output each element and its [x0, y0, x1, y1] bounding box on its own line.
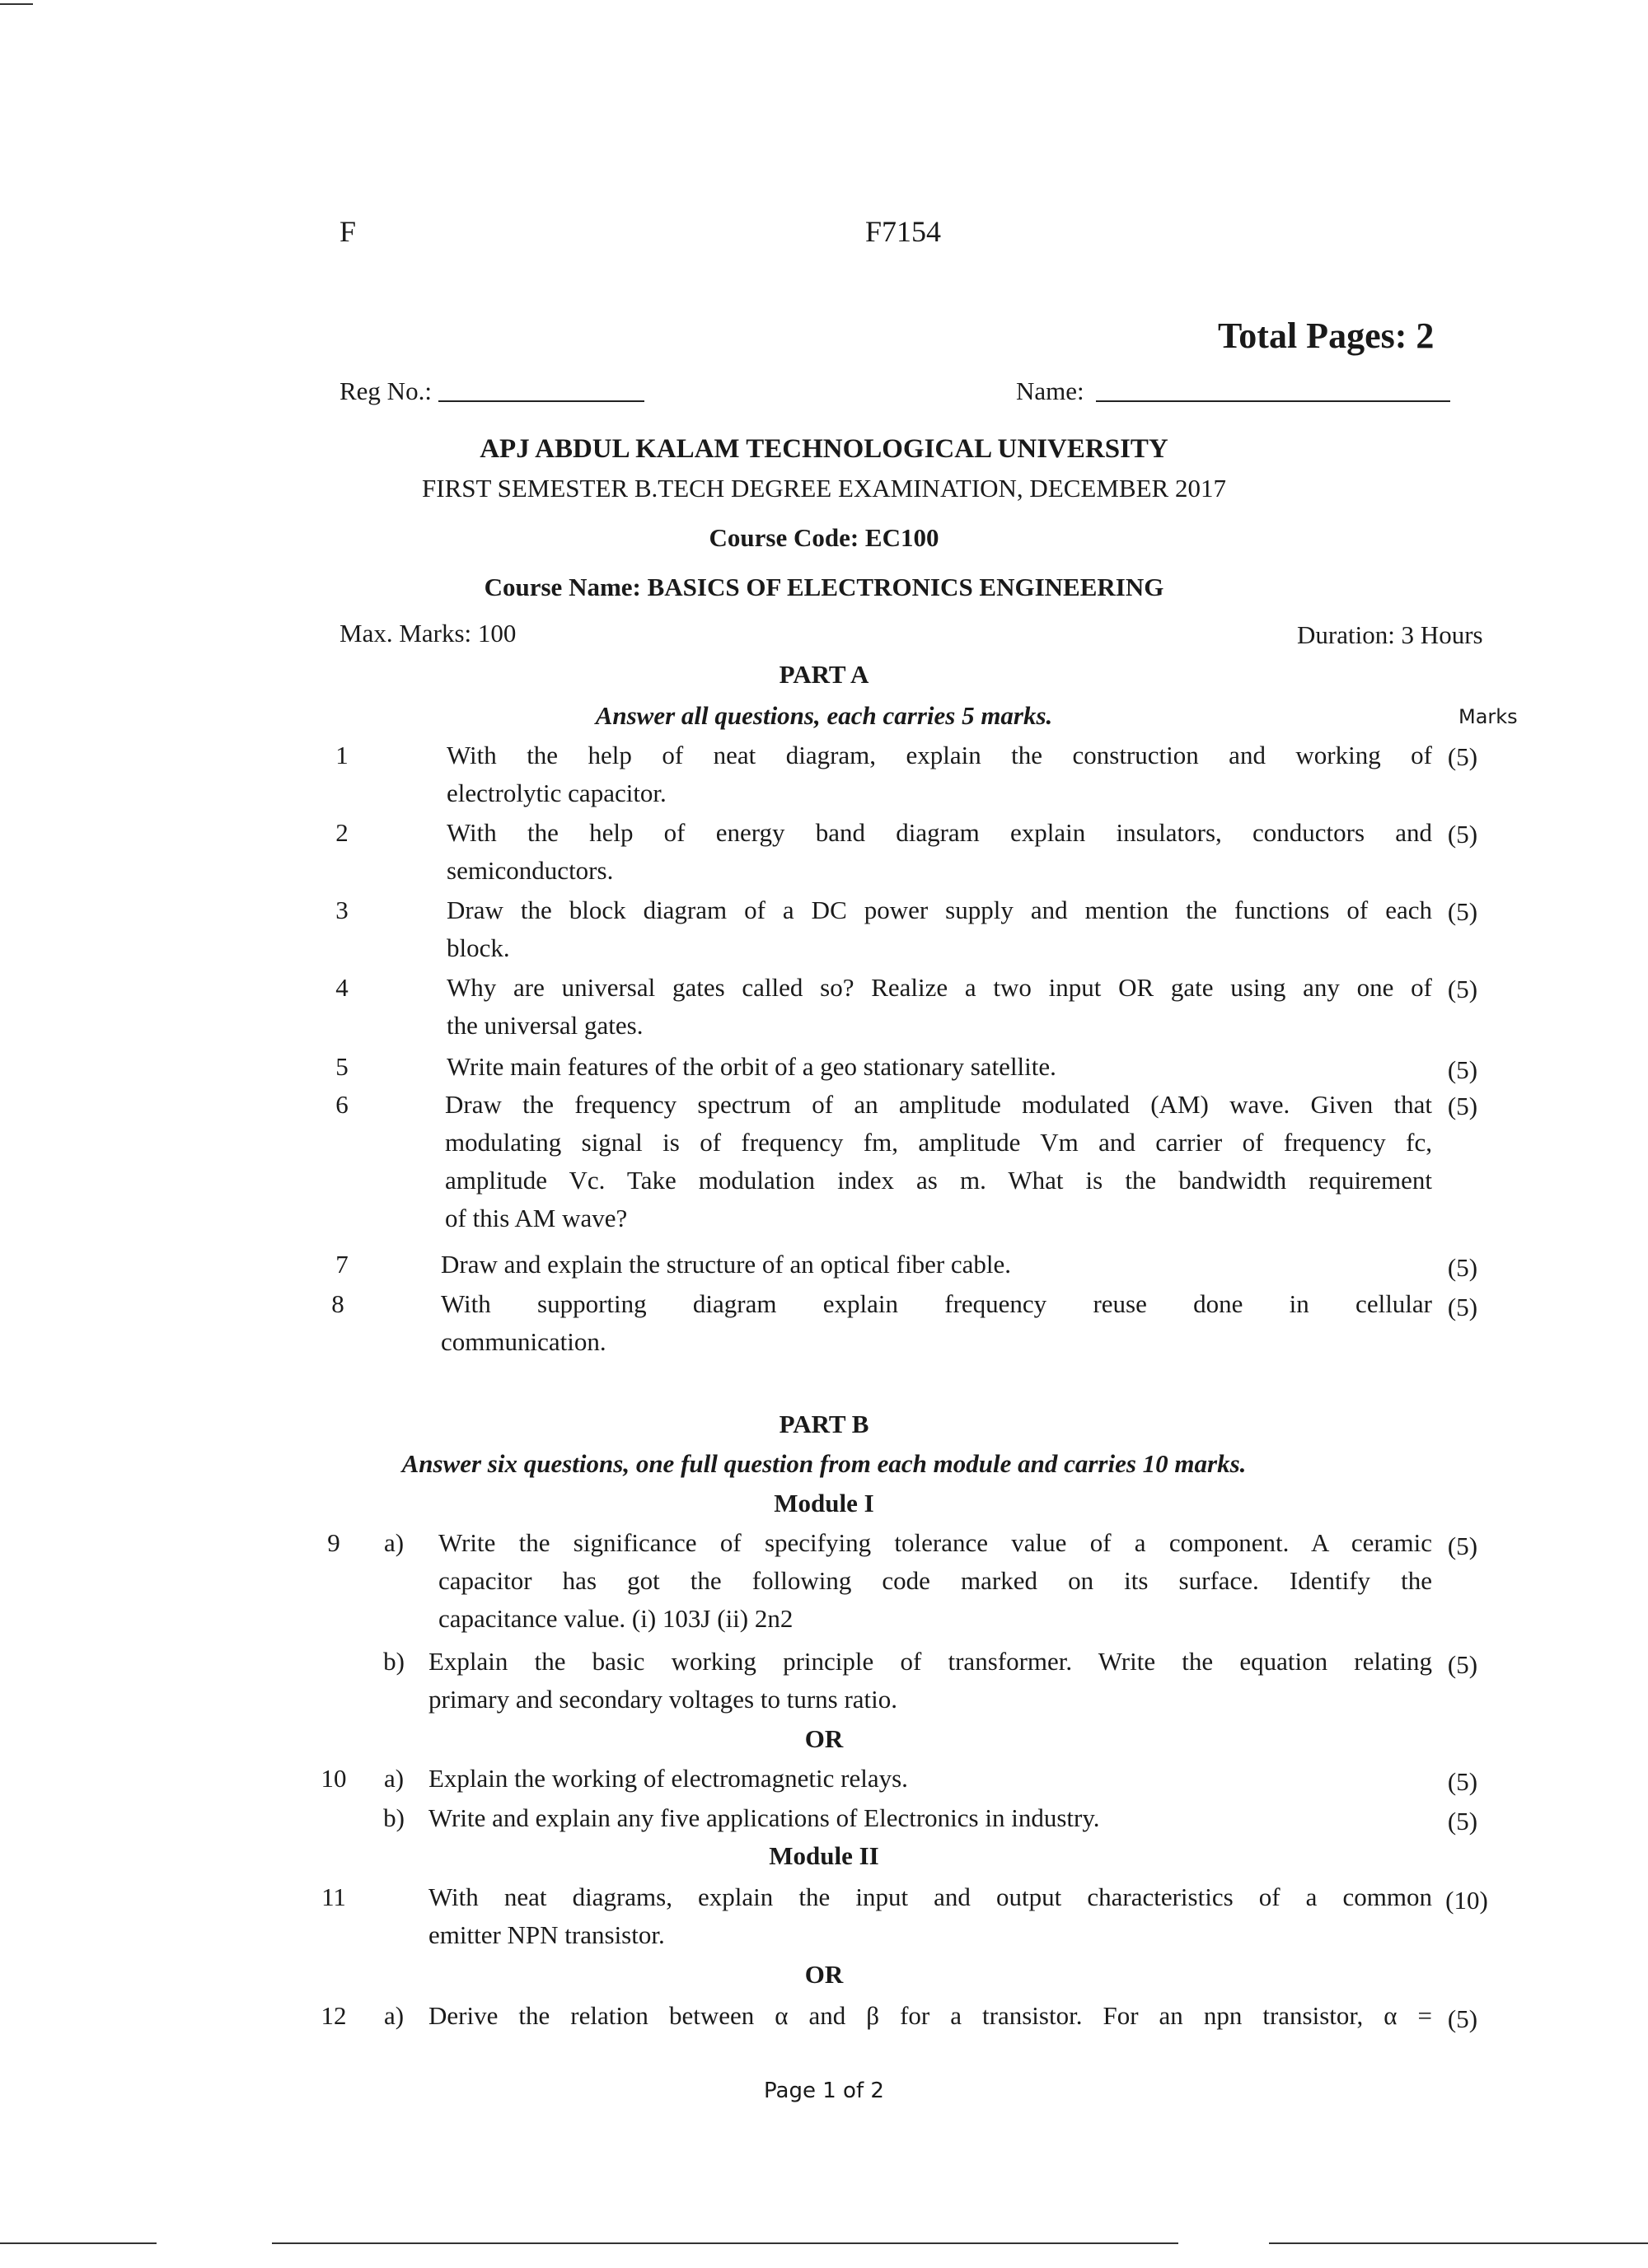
marks-column-header: Marks — [1458, 705, 1518, 728]
question-marks: (5) — [1447, 742, 1478, 771]
question-marks: (5) — [1447, 1531, 1478, 1560]
question-number: 6 — [335, 1090, 349, 1119]
question-marks: (5) — [1447, 1293, 1478, 1321]
question-text: Draw the frequency spectrum of an amplitude modulated (AM) wave. Given that modulating signal is of frequency fm, amplitude Vm and carrier of frequency fc, amplitude Vc. Take modulation index as m. What is the bandwidth requirement of this AM wave? — [445, 1090, 1432, 1232]
part-a-instruction: Answer all questions, each carries 5 marks. — [595, 701, 1053, 730]
question-text: With the help of neat diagram, explain the construction and working of electrolytic capacitor. — [447, 741, 1432, 807]
question-text: Draw the block diagram of a DC power supply and mention the functions of each block. — [447, 896, 1432, 962]
question-marks: (5) — [1447, 897, 1478, 926]
question-marks: (5) — [1447, 1055, 1478, 1084]
total-pages: Total Pages: 2 — [1218, 316, 1435, 356]
scan-edge-line — [0, 3, 33, 5]
part-b-heading: PART B — [779, 1410, 869, 1438]
scan-edge-line — [0, 2242, 157, 2244]
question-text: Explain the working of electromagnetic relays. — [428, 1764, 908, 1793]
question-number: 7 — [335, 1250, 349, 1279]
reg-no-line — [438, 400, 644, 402]
page-number: Page 1 of 2 — [764, 2079, 884, 2103]
or-separator: OR — [804, 1960, 844, 1989]
module-2-heading: Module II — [769, 1841, 879, 1870]
max-marks: Max. Marks: 100 — [339, 619, 517, 648]
paper-code: F7154 — [865, 215, 942, 248]
question-marks: (5) — [1447, 1253, 1478, 1282]
university-name: APJ ABDUL KALAM TECHNOLOGICAL UNIVERSITY — [480, 434, 1168, 464]
reg-no-label: Reg No.: — [339, 376, 432, 405]
question-text: With neat diagrams, explain the input and output characteristics of a common emitter NPN transistor. — [428, 1882, 1432, 1949]
question-text: Explain the basic working principle of transformer. Write the equation relating primary and secondary voltages to turns ratio. — [428, 1647, 1432, 1714]
question-marks: (5) — [1447, 1807, 1478, 1835]
question-number: 2 — [335, 818, 349, 847]
sub-question-label: a) — [383, 1764, 405, 1793]
question-text: Write the significance of specifying tolerance value of a component. A ceramic capacitor has got the following code marked on its surface. Identify the capacitance value. (i) 103J (ii) 2n2 — [438, 1528, 1432, 1633]
sub-question-label: b) — [383, 1647, 405, 1676]
course-code: Course Code: EC100 — [709, 523, 939, 552]
name-line — [1096, 400, 1450, 402]
question-text: Draw and explain the structure of an optical fiber cable. — [441, 1250, 1012, 1279]
question-text: Write main features of the orbit of a geo stationary satellite. — [447, 1052, 1056, 1081]
question-marks: (5) — [1447, 820, 1478, 849]
question-marks: (5) — [1447, 1767, 1478, 1796]
question-marks: (5) — [1447, 1650, 1478, 1679]
scan-edge-line — [1269, 2242, 1648, 2244]
question-text: With supporting diagram explain frequency reuse done in cellular communication. — [441, 1289, 1432, 1356]
duration: Duration: 3 Hours — [1297, 620, 1483, 649]
sub-question-label: a) — [383, 1528, 405, 1557]
question-number: 5 — [335, 1052, 349, 1081]
question-number: 10 — [321, 1764, 347, 1793]
part-b-instruction: Answer six questions, one full question from each module and carries 10 marks. — [401, 1449, 1247, 1478]
scan-edge-line — [272, 2242, 1178, 2244]
question-text: With the help of energy band diagram explain insulators, conductors and semiconductors. — [447, 818, 1432, 885]
exam-title: FIRST SEMESTER B.TECH DEGREE EXAMINATION, DECEMBER 2017 — [422, 474, 1226, 503]
sub-question-label: b) — [383, 1803, 405, 1832]
question-marks: (5) — [1447, 975, 1478, 1003]
question-number: 8 — [331, 1289, 344, 1318]
question-marks: (5) — [1447, 2004, 1478, 2033]
question-number: 11 — [321, 1882, 346, 1911]
question-number: 4 — [335, 973, 349, 1002]
question-set-letter: F — [339, 215, 357, 248]
question-number: 9 — [327, 1528, 340, 1557]
question-number: 3 — [335, 896, 349, 924]
name-label: Name: — [1016, 376, 1084, 405]
sub-question-label: a) — [383, 2001, 405, 2030]
question-marks: (5) — [1447, 1092, 1478, 1120]
question-text: Why are universal gates called so? Realize a two input OR gate using any one of the universal gates. — [447, 973, 1432, 1040]
question-number: 12 — [321, 2001, 347, 2030]
question-marks: (10) — [1445, 1886, 1488, 1915]
question-text: Write and explain any five applications of Electronics in industry. — [428, 1803, 1100, 1832]
part-a-heading: PART A — [779, 660, 869, 689]
question-number: 1 — [335, 741, 349, 769]
course-name: Course Name: BASICS OF ELECTRONICS ENGINEERING — [484, 573, 1164, 601]
question-text: Derive the relation between α and β for a transistor. For an npn transistor, α = — [428, 2001, 1432, 2030]
module-1-heading: Module I — [774, 1489, 874, 1517]
or-separator: OR — [804, 1724, 844, 1753]
